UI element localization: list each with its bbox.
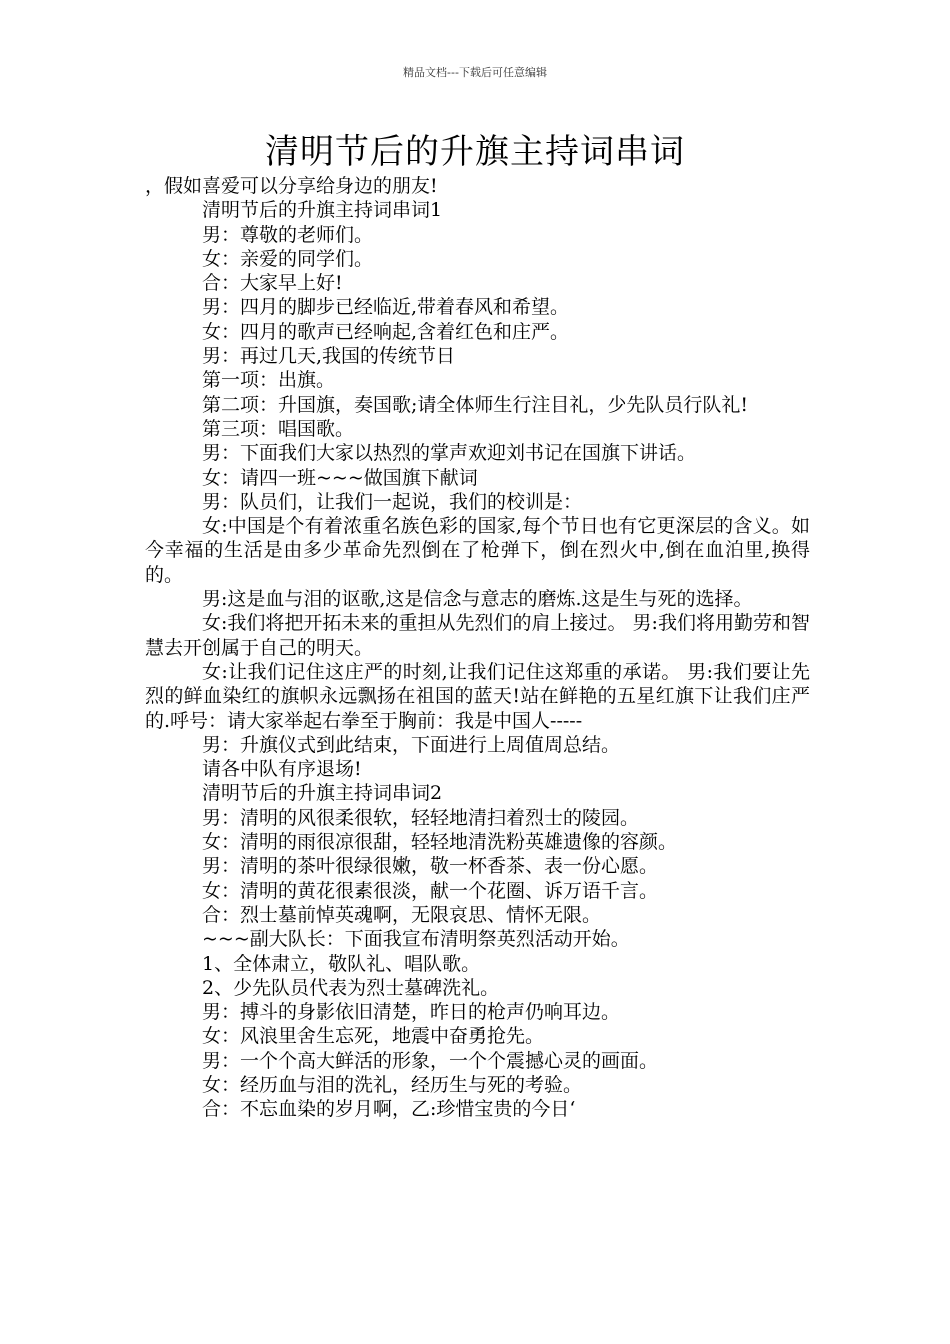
- document-title: 清明节后的升旗主持词串词: [265, 132, 685, 172]
- paragraph: 男：尊敬的老师们。: [202, 223, 374, 246]
- paragraph: 合：烈士墓前悼英魂啊，无限哀思、情怀无限。: [202, 903, 602, 926]
- paragraph: 女：经历血与泪的洗礼，经历生与死的考验。: [202, 1073, 583, 1096]
- paragraph: 女:中国是个有着浓重名族色彩的国家,每个节日也有它更深层的含义。如今幸福的生活是由多少革命先烈倒在了枪弹下，倒在烈火中,倒在血泊里,换得的。: [145, 515, 810, 586]
- page-header: 精品文档---下载后可任意编辑: [403, 66, 547, 79]
- paragraph: 男：再过几天,我国的传统节日: [202, 345, 456, 368]
- paragraph: 清明节后的升旗主持词串词2: [202, 782, 443, 805]
- paragraph: 女：风浪里舍生忘死，地震中奋勇抢先。: [202, 1025, 545, 1048]
- paragraph: 2、少先队员代表为烈士墓碑洗礼。: [202, 976, 500, 999]
- paragraph: 女:我们将把开拓未来的重担从先烈们的肩上接过。 男:我们将用勤劳和智慧去开创属于自己的明天。: [145, 612, 810, 659]
- paragraph: 女:让我们记住这庄严的时刻,让我们记住这郑重的承诺。 男:我们要让先烈的鲜血染红的旗帜永远飘扬在祖国的蓝天!站在鲜艳的五星红旗下让我们庄严的.呼号：请大家举起右拳至于胸前：我是中国人-----: [145, 660, 810, 732]
- paragraph: 合：大家早上好!: [202, 272, 343, 295]
- paragraph: 第一项：出旗。: [202, 369, 336, 392]
- paragraph: 男：搏斗的身影依旧清楚，昨日的枪声仍响耳边。: [202, 1001, 621, 1024]
- paragraph: 男：一个个高大鲜活的形象，一个个震撼心灵的画面。: [202, 1049, 659, 1072]
- paragraph: 男：升旗仪式到此结束，下面进行上周值周总结。: [202, 733, 621, 756]
- paragraph: 1、全体肃立，敬队礼、唱队歌。: [202, 952, 481, 975]
- paragraph: 女：清明的黄花很素很淡，献一个花圈、诉万语千言。: [202, 879, 659, 902]
- paragraph: 女：清明的雨很凉很甜，轻轻地清洗粉英雄遗像的容颜。: [202, 831, 678, 854]
- paragraph: 男：清明的茶叶很绿很嫩，敬一杯香茶、表一份心愿。: [202, 855, 659, 878]
- paragraph: 男：四月的脚步已经临近,带着春风和希望。: [202, 296, 570, 319]
- paragraph: 男：队员们，让我们一起说，我们的校训是：: [202, 490, 583, 513]
- paragraph: 男：下面我们大家以热烈的掌声欢迎刘书记在国旗下讲话。: [202, 442, 697, 465]
- paragraph: 男：清明的风很柔很软，轻轻地清扫着烈士的陵园。: [202, 806, 640, 829]
- paragraph: 男:这是血与泪的讴歌,这是信念与意志的磨炼.这是生与死的选择。: [202, 588, 753, 611]
- paragraph: 女：亲爱的同学们。: [202, 247, 374, 270]
- document-body: [145, 174, 810, 1122]
- paragraph: 第三项：唱国歌。: [202, 417, 355, 440]
- paragraph: ，假如喜爱可以分享给身边的朋友!: [145, 175, 438, 197]
- paragraph: 女：请四一班~~~做国旗下献词: [202, 466, 478, 489]
- paragraph: 第二项：升国旗，奏国歌;请全体师生行注目礼，少先队员行队礼!: [202, 393, 749, 416]
- paragraph: 合：不忘血染的岁月啊，乙:珍惜宝贵的今日‘: [202, 1098, 576, 1121]
- paragraph: ~~~副大队长：下面我宣布清明祭英烈活动开始。: [202, 928, 630, 951]
- paragraph: 请各中队有序退场!: [202, 758, 362, 781]
- paragraph: 女：四月的歌声已经响起,含着红色和庄严。: [202, 320, 570, 343]
- paragraph: 清明节后的升旗主持词串词1: [202, 199, 443, 222]
